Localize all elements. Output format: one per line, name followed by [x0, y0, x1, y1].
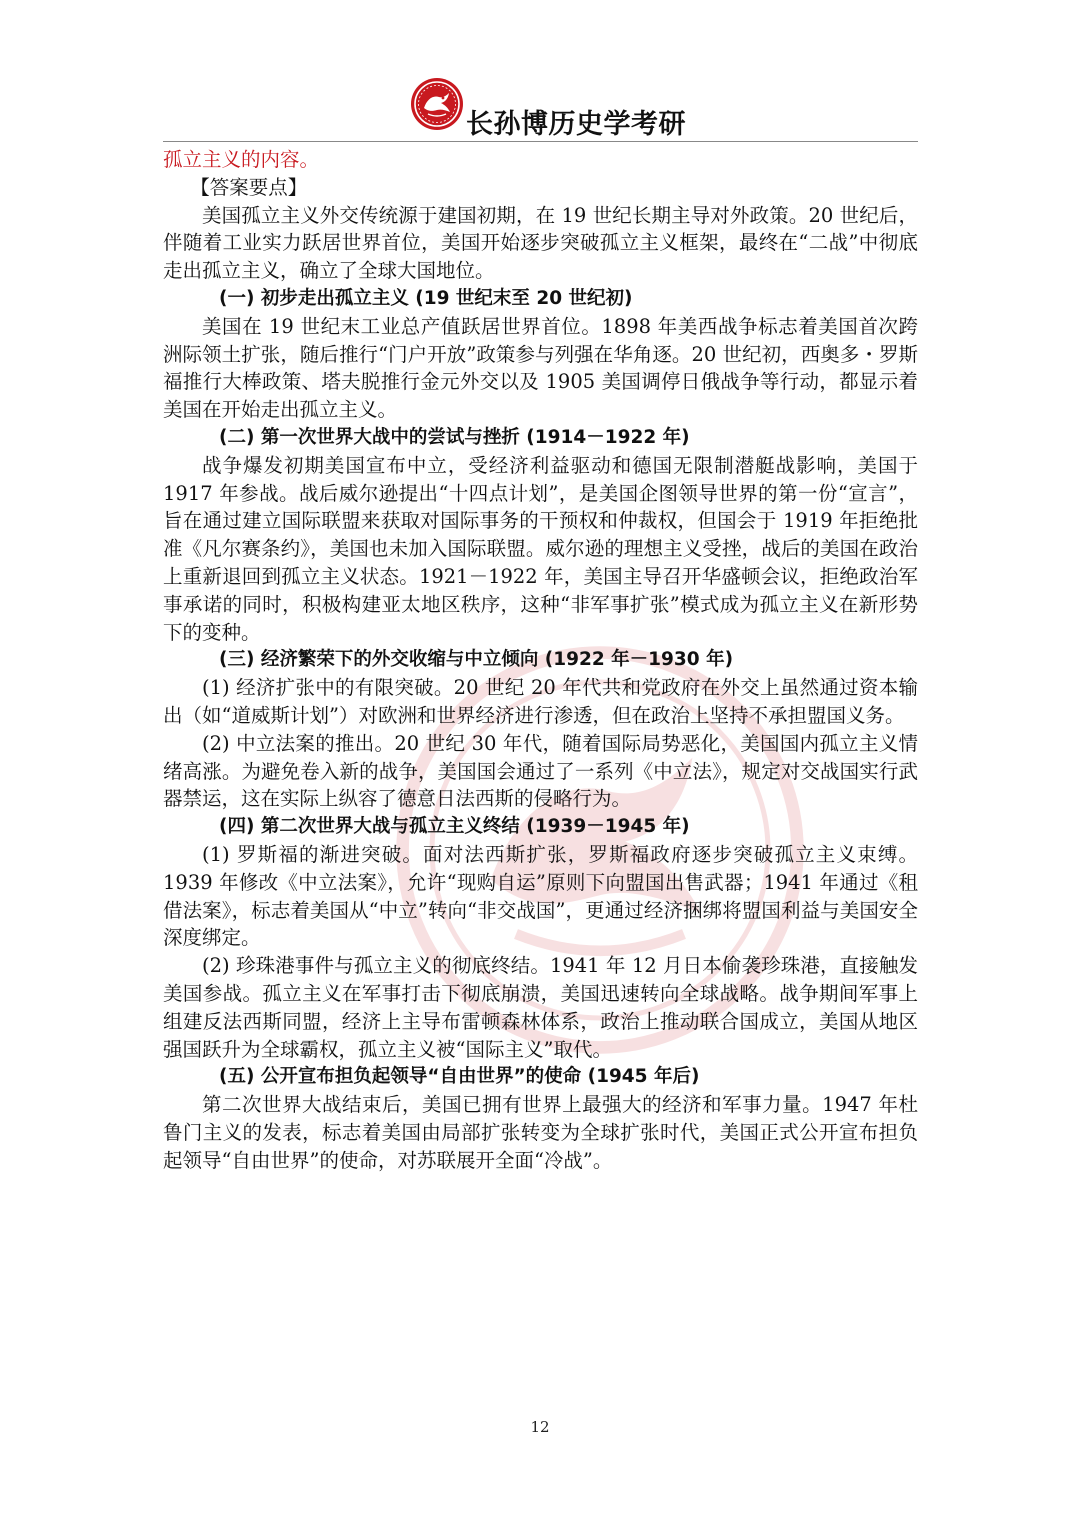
- question-tail: 孤立主义的内容。: [163, 148, 320, 171]
- seal-dragon-icon: [410, 77, 464, 131]
- page-header: [0, 0, 1080, 150]
- section-5-title: (五) 公开宣布担负起领导“自由世界”的使命 (1945 年后): [219, 1066, 700, 1088]
- section-4-paragraph-1: (1) 罗斯福的渐进突破。面对法西斯扩张，罗斯福政府逐步突破孤立主义束缚。1939 年修改《中立法案》，允许“现购自运”原则下向盟国出售武器；1941 年通过《租借法案》，标志着美国从“中立”转向“非交战国”，更通过经济捆绑将盟国利益与美国安全深度绑定。: [163, 842, 918, 950]
- brand-title: 长孙博历史学考研: [466, 109, 686, 140]
- answer-heading: 【答案要点】: [190, 175, 308, 199]
- document-body: [163, 146, 918, 1174]
- intro-paragraph: 美国孤立主义外交传统源于建国初期，在 19 世纪长期主导对外政策。20 世纪后，伴随着工业实力跃居世界首位，美国开始逐步突破孤立主义框架，最终在“二战”中彻底走出孤立主义，确立了全球大国地位。: [163, 203, 918, 283]
- page-number: 12: [530, 1418, 550, 1436]
- section-3-title: (三) 经济繁荣下的外交收缩与中立倾向 (1922 年－1930 年): [219, 649, 734, 671]
- section-4-title: (四) 第二次世界大战与孤立主义终结 (1939－1945 年): [219, 816, 690, 838]
- header-divider: [163, 141, 918, 142]
- section-1-title: (一) 初步走出孤立主义 (19 世纪末至 20 世纪初): [219, 287, 633, 309]
- section-1-paragraph: 美国在 19 世纪末工业总产值跃居世界首位。1898 年美西战争标志着美国首次跨洲际领土扩张，随后推行“门户开放”政策参与列强在华角逐。20 世纪初，西奥多・罗斯福推行大棒政策、塔夫脱推行金元外交以及 1905 美国调停日俄战争等行动，都显示着美国在开始走出孤立主义。: [163, 314, 918, 422]
- section-2-title: (二) 第一次世界大战中的尝试与挫折 (1914－1922 年): [219, 426, 690, 448]
- section-4-paragraph-2: (2) 珍珠港事件与孤立主义的彻底终结。1941 年 12 月日本偷袭珍珠港，直接触发美国参战。孤立主义在军事打击下彻底崩溃，美国迅速转向全球战略。战争期间军事上组建反法西斯同盟，经济上主导布雷顿森林体系，政治上推动联合国成立，美国从地区强国跃升为全球霸权，孤立主义被“国际主义”取代。: [163, 954, 918, 1061]
- section-3-paragraph-1: (1) 经济扩张中的有限突破。20 世纪 20 年代共和党政府在外交上虽然通过资本输出（如“道威斯计划”）对欧洲和世界经济进行渗透，但在政治上坚持不承担盟国义务。: [163, 676, 918, 727]
- section-2-paragraph: 战争爆发初期美国宣布中立，受经济利益驱动和德国无限制潜艇战影响，美国于 1917 年参战。战后威尔逊提出“十四点计划”，是美国企图领导世界的第一份“宣言”，旨在通过建立国际联盟来获取对国际事务的干预权和仲裁权，但国会于 1919 年拒绝批准《凡尔赛条约》，美国也未加入国际联盟。威尔逊的理想主义受挫，战后的美国在政治上重新退回到孤立主义状态。1921－1922 年，美国主导召开华盛顿会议，拒绝政治军事承诺的同时，积极构建亚太地区秩序，这种“非军事扩张”模式成为孤立主义在新形势下的变种。: [163, 453, 918, 644]
- section-3-paragraph-2: (2) 中立法案的推出。20 世纪 30 年代，随着国际局势恶化，美国国内孤立主义情绪高涨。为避免卷入新的战争，美国国会通过了一系列《中立法》，规定对交战国实行武器禁运，这在实际上纵容了德意日法西斯的侵略行为。: [163, 731, 918, 811]
- section-5-paragraph: 第二次世界大战结束后，美国已拥有世界上最强大的经济和军事力量。1947 年杜鲁门主义的发表，标志着美国由局部扩张转变为全球扩张时代，美国正式公开宣布担负起领导“自由世界”的使命，对苏联展开全面“冷战”。: [163, 1093, 918, 1172]
